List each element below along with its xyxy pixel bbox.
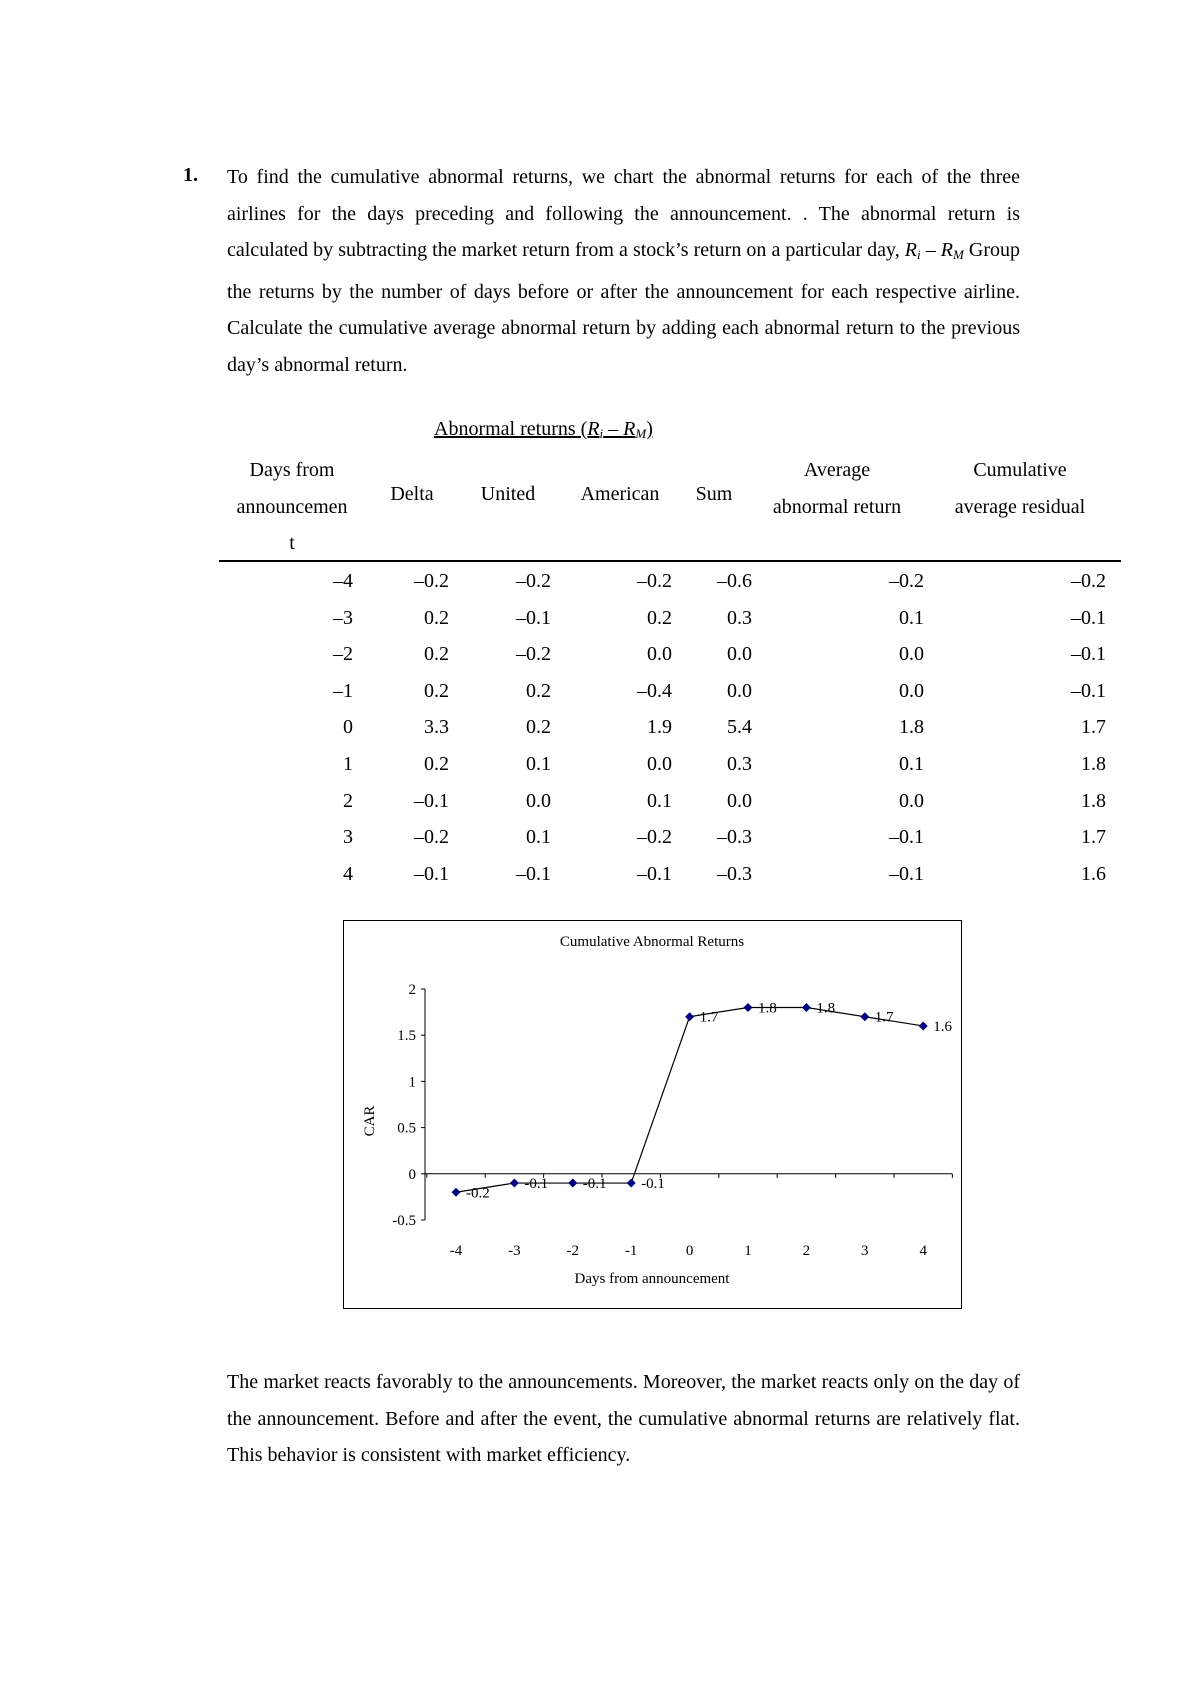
chart-data-point	[802, 1003, 811, 1012]
table-cell-average: 1.8	[899, 716, 924, 739]
chart-series-line	[456, 1007, 923, 1192]
question-text-b: Group the returns by the number of days before or after the announcement for each respective airline. Calculate the cumulative average abnormal return by adding each abnormal return to the previous day’s abnormal return.	[227, 239, 1021, 376]
caption-m: M	[635, 426, 647, 441]
chart-data-label: -0.1	[641, 1176, 665, 1193]
table-header-rule	[219, 560, 1121, 562]
chart-data-label: 1.8	[816, 1000, 836, 1017]
formula-m: M	[953, 247, 964, 263]
table-cell-day: 3	[343, 826, 353, 849]
header-days-line3: t	[289, 532, 295, 555]
chart-data-label: 1.7	[699, 1009, 719, 1026]
chart-data-point	[919, 1021, 928, 1030]
table-cell-united: 0.2	[526, 716, 551, 739]
chart-data-point	[510, 1179, 519, 1188]
chart-y-tick-label: 0.5	[397, 1120, 416, 1137]
table-cell-average: 0.0	[899, 789, 924, 812]
chart-data-point	[568, 1179, 577, 1188]
chart-y-tick-label: -0.5	[392, 1213, 416, 1229]
table-cell-sum: 0.0	[727, 679, 752, 702]
chart-x-tick-label: 2	[802, 1243, 811, 1259]
chart-data-point	[627, 1179, 636, 1188]
chart-data-point	[685, 1012, 694, 1021]
car-chart	[343, 920, 962, 1309]
chart-data-point	[744, 1003, 753, 1012]
table-cell-day: –1	[333, 679, 353, 702]
chart-x-tick-label: -4	[449, 1243, 463, 1259]
table-cell-united: 0.1	[526, 753, 551, 775]
chart-x-tick-label: 0	[685, 1243, 694, 1259]
chart-data-label: 1.7	[874, 1009, 894, 1026]
header-days	[219, 452, 365, 562]
table-cell-delta: –0.2	[414, 826, 449, 849]
table-cell-day: 1	[343, 753, 353, 775]
table-cell-united: 0.2	[526, 679, 551, 702]
table-cell-delta: –0.1	[414, 862, 449, 885]
table-cell-average: –0.1	[889, 826, 924, 849]
table-cell-sum: –0.3	[717, 862, 752, 885]
formula-r: R	[904, 239, 917, 262]
table-cell-cumulative: 1.7	[1081, 826, 1106, 849]
table-cell-sum: 0.3	[727, 753, 752, 775]
chart-x-tick-label: 4	[919, 1243, 927, 1259]
table-cell-united: –0.2	[516, 643, 551, 666]
table-cell-cumulative: 1.7	[1081, 716, 1106, 739]
table-cell-average: 0.1	[899, 753, 924, 775]
table-cell-american: 0.0	[647, 643, 672, 666]
chart-data-label: -0.2	[466, 1185, 490, 1202]
chart-title: Cumulative Abnormal Returns	[559, 934, 745, 950]
table-cell-cumulative: 1.8	[1081, 753, 1106, 775]
table-cell-sum: 5.4	[727, 716, 752, 739]
header-days-line2: announcemen	[236, 495, 348, 518]
header-united: United	[480, 483, 536, 505]
table-cell-american: 0.1	[647, 789, 672, 812]
table-cell-american: –0.4	[637, 679, 672, 702]
table-cell-american: –0.1	[637, 862, 672, 885]
chart-y-tick-label: 1	[408, 1074, 416, 1091]
table-cell-american: 0.0	[647, 753, 672, 775]
table-cell-delta: 3.3	[424, 716, 449, 739]
table-cell-cumulative: –0.1	[1071, 643, 1106, 666]
table-cell-day: –4	[333, 570, 353, 592]
table-cell-average: –0.1	[889, 862, 924, 885]
header-average-line1: Average	[803, 459, 871, 481]
chart-y-tick-label: 2	[408, 982, 416, 998]
chart-x-tick-label: 3	[861, 1243, 869, 1259]
table-cell-delta: 0.2	[424, 643, 449, 666]
chart-y-tick-label: 0	[408, 1166, 416, 1183]
table-cell-sum: –0.6	[717, 570, 752, 592]
table-cell-delta: 0.2	[424, 606, 449, 629]
caption-r: R	[587, 418, 600, 440]
chart-y-tick-label: 1.5	[397, 1028, 416, 1045]
table-cell-american: –0.2	[637, 570, 672, 592]
chart-data-label: -0.1	[582, 1176, 607, 1193]
chart-y-axis-label: CAR	[362, 1105, 378, 1137]
header-cumulative-line1: Cumulative	[973, 459, 1067, 481]
chart-x-tick-label: -2	[566, 1243, 580, 1259]
caption-i: i	[599, 426, 604, 441]
question-text-a: To find the cumulative abnormal returns, we chart the abnormal returns for each of the three airlines for the days preceding and following the announcement. . The abnormal return is calculated by subtracting the market return from a stock’s return on a particular day,	[227, 166, 1020, 262]
chart-data-label: 1.6	[933, 1018, 952, 1035]
caption-rm: R	[623, 418, 636, 440]
table-cell-united: –0.1	[516, 862, 551, 885]
question-number: 1.	[183, 164, 198, 186]
formula-rm: R	[940, 239, 953, 262]
table-cell-united: –0.1	[516, 606, 551, 629]
header-sum: Sum	[695, 483, 733, 505]
table-caption	[434, 418, 653, 442]
table-cell-sum: –0.3	[717, 826, 752, 849]
table-cell-american: –0.2	[637, 826, 672, 849]
table-cell-sum: 0.0	[727, 789, 752, 812]
table-cell-average: –0.2	[889, 570, 924, 592]
table-cell-cumulative: 1.6	[1081, 862, 1106, 885]
table-cell-average: 0.0	[899, 643, 924, 666]
formula-minus: –	[920, 239, 941, 262]
table-cell-average: 0.0	[899, 679, 924, 702]
table-cell-sum: 0.0	[727, 643, 752, 666]
chart-data-label: -0.1	[524, 1176, 549, 1193]
table-cell-day: –2	[333, 643, 353, 666]
table-cell-american: 1.9	[647, 716, 672, 739]
caption-prefix: Abnormal returns (	[434, 418, 588, 440]
table-cell-day: 2	[343, 789, 353, 812]
car-chart-svg	[344, 921, 963, 1310]
table-cell-day: –3	[333, 606, 353, 629]
table-cell-delta: 0.2	[424, 679, 449, 702]
table-cell-sum: 0.3	[727, 606, 752, 629]
caption-minus: –	[603, 418, 624, 440]
table-cell-united: –0.2	[516, 570, 551, 592]
conclusion-paragraph: The market reacts favorably to the announcements. Moreover, the market reacts only on the day of the announcement. Before and after the event, the cumulative abnormal returns are relatively flat. This behavior is consistent with market efficiency.	[227, 1371, 1020, 1467]
table-cell-united: 0.0	[526, 789, 551, 812]
table-cell-average: 0.1	[899, 606, 924, 629]
table-cell-day: 4	[343, 862, 353, 885]
chart-x-tick-label: -1	[624, 1243, 638, 1259]
table-cell-delta: –0.2	[414, 570, 449, 592]
table-cell-cumulative: –0.1	[1071, 606, 1106, 629]
table-cell-cumulative: –0.2	[1071, 570, 1106, 592]
header-days-line1: Days from	[249, 459, 335, 481]
formula-i: i	[917, 247, 921, 263]
chart-data-label: 1.8	[758, 1000, 777, 1017]
header-average-line2: abnormal return	[772, 495, 902, 518]
header-cumulative	[935, 452, 1105, 525]
chart-x-tick-label: 1	[744, 1243, 752, 1259]
header-cumulative-line2: average residual	[954, 495, 1086, 518]
table-cell-delta: –0.1	[414, 789, 449, 812]
question-paragraph	[227, 159, 1020, 384]
table-cell-delta: 0.2	[424, 753, 449, 775]
chart-data-point	[860, 1012, 869, 1021]
chart-x-axis-label: Days from announcement	[574, 1271, 730, 1287]
table-cell-cumulative: –0.1	[1071, 679, 1106, 702]
table-cell-cumulative: 1.8	[1081, 789, 1106, 812]
header-american: American	[580, 483, 660, 505]
header-delta: Delta	[390, 483, 434, 505]
chart-x-tick-label: -3	[508, 1243, 521, 1259]
header-average	[752, 452, 922, 525]
caption-suffix: )	[646, 418, 653, 440]
table-cell-day: 0	[343, 716, 353, 739]
table-cell-american: 0.2	[647, 606, 672, 629]
chart-data-point	[452, 1188, 461, 1197]
table-cell-united: 0.1	[526, 826, 551, 849]
